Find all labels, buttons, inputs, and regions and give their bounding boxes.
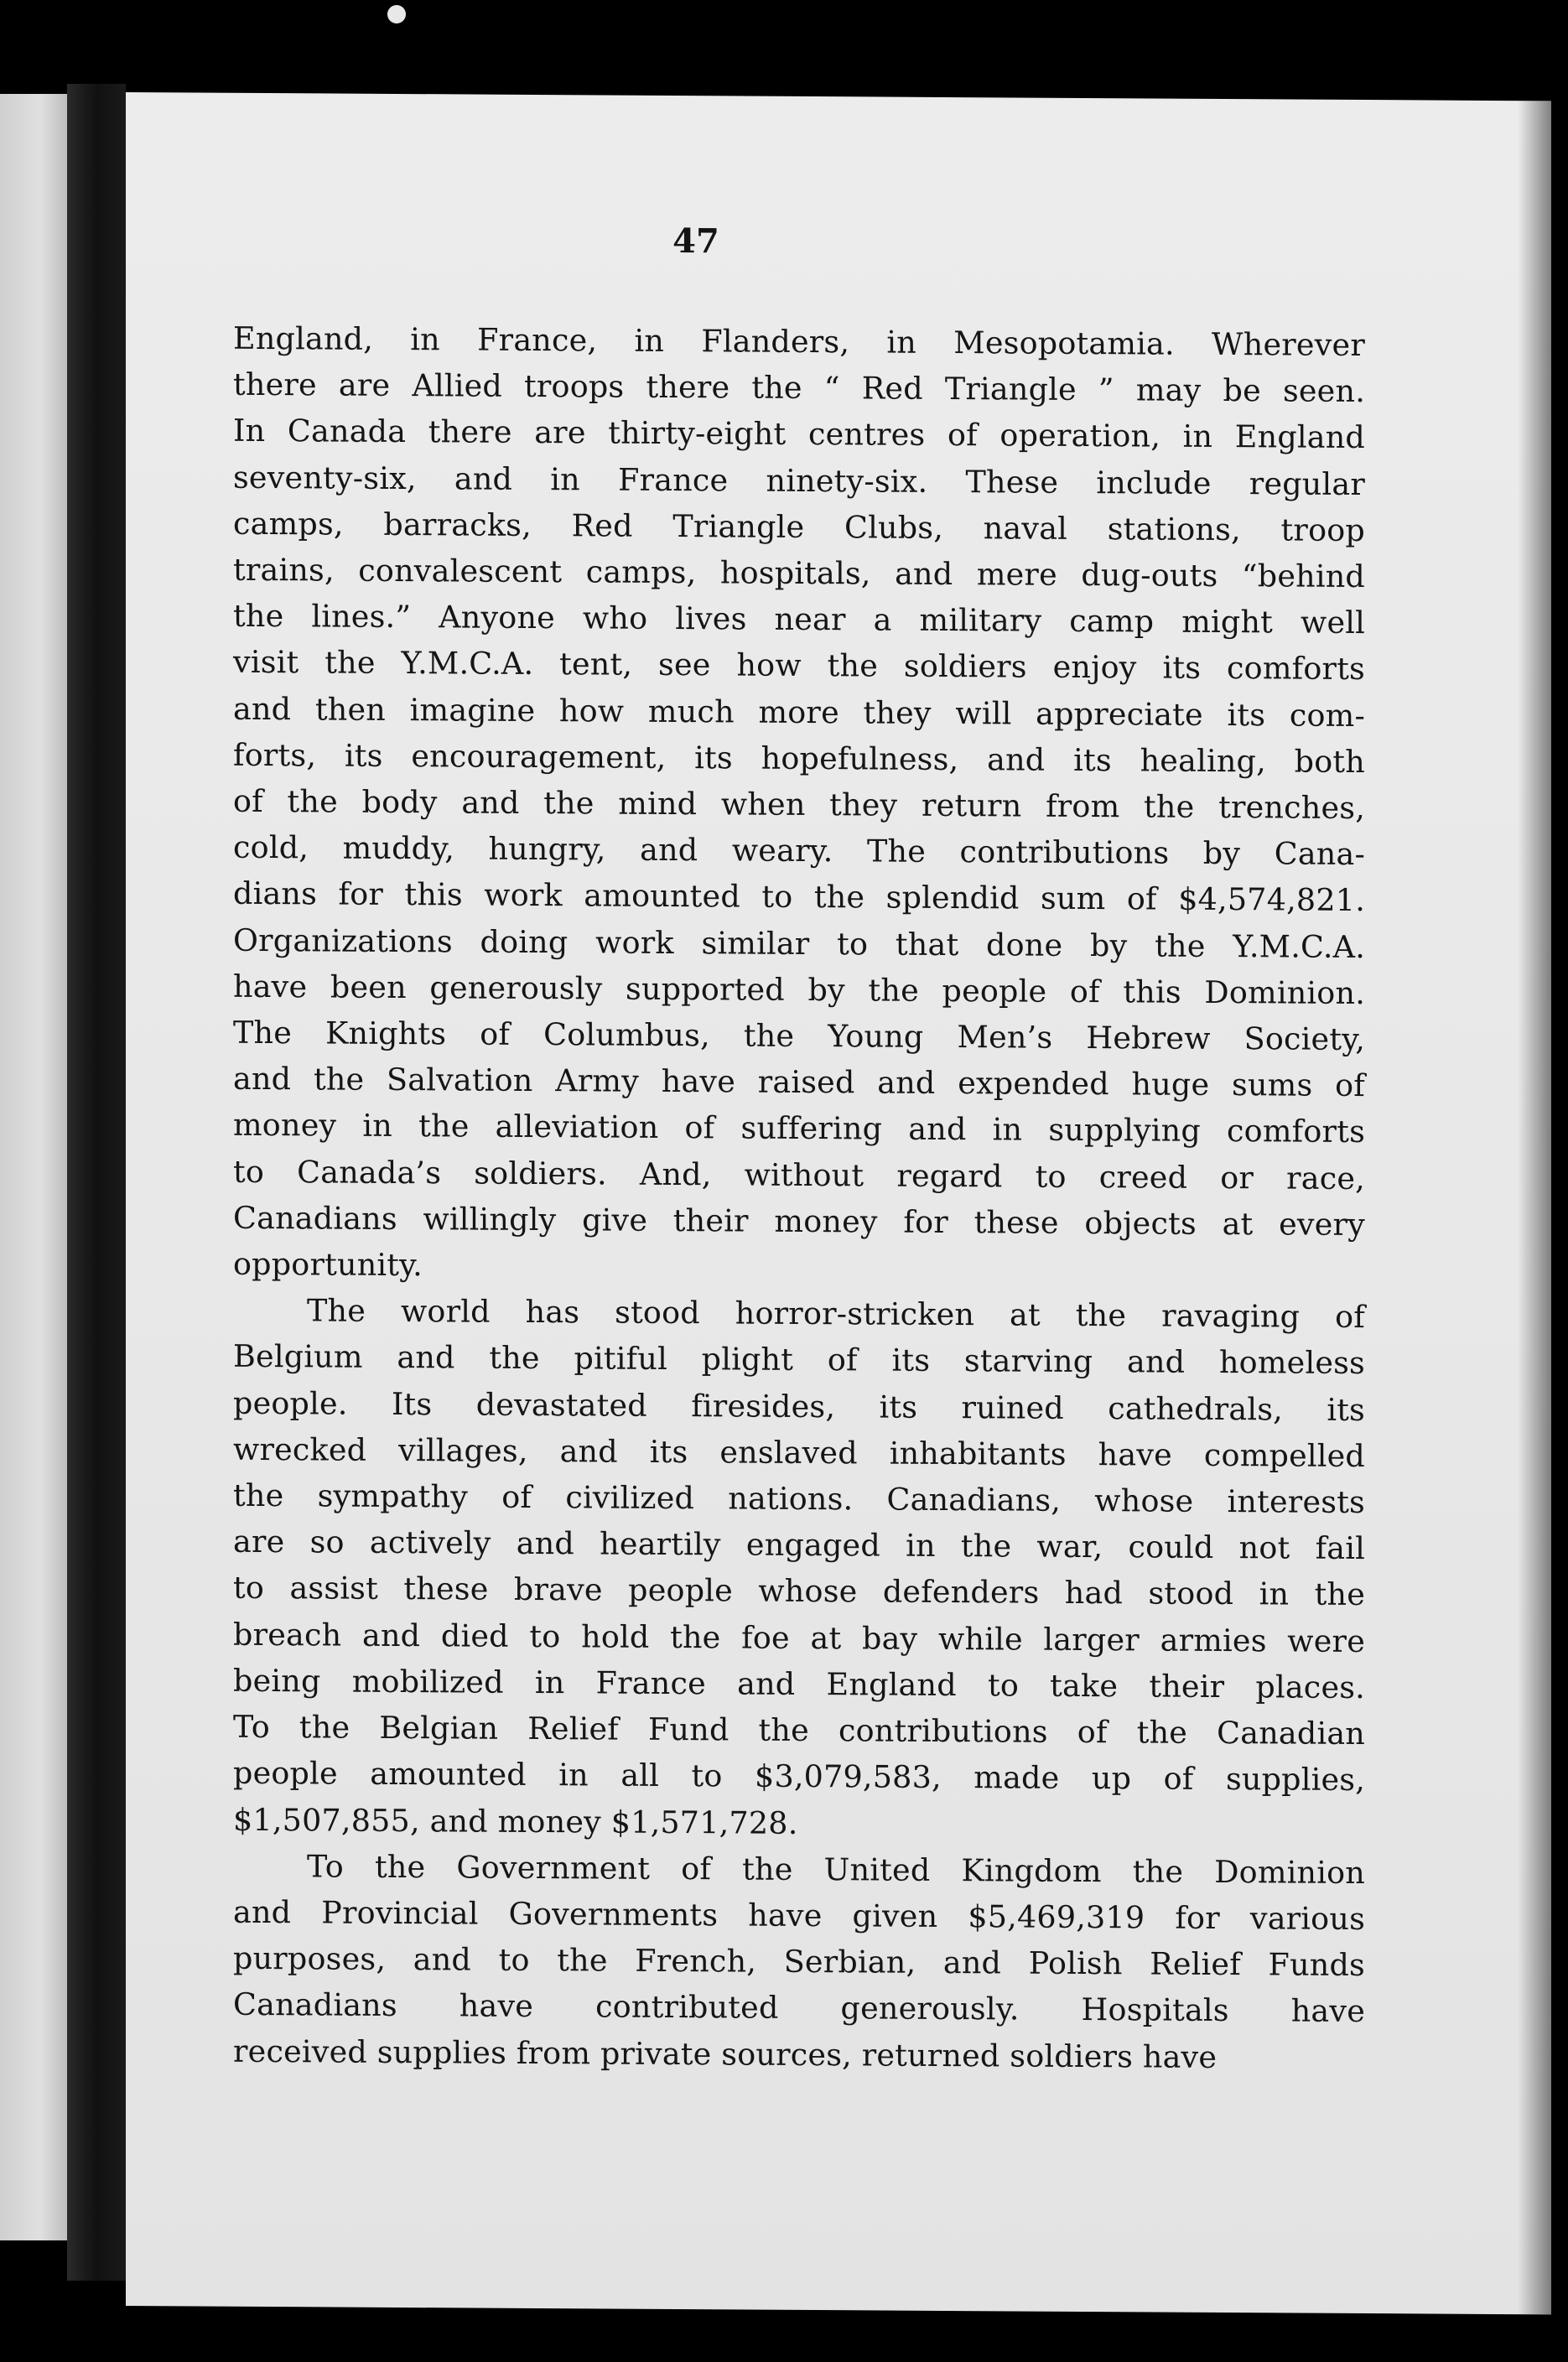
text-line: seventy-six, and in France ninety-six. These include regular [233,459,1365,502]
text-line: The Knights of Columbus, the Young Men’s Hebrew Society, [233,1014,1365,1058]
text-line: Belgium and the pitiful plight of its starving and homeless [233,1338,1365,1382]
text-line: Canadians have contributed generously. Hospitals have [233,1986,1365,2030]
paragraph [233,315,1365,1295]
text-line: there are Allied troops there the “ Red Triangle ” may be seen. [233,366,1365,410]
text-line: England, in France, in Flanders, in Mesopotamia. Wherever [233,319,1365,364]
text-line: have been generously supported by the people of this Dominion. [233,968,1365,1011]
body-text [233,315,1365,2081]
text-line: visit the Y.M.C.A. tent, see how the soldiers enjoy its comforts [233,644,1365,688]
text-line: breach and died to hold the foe at bay while larger armies were [233,1616,1365,1659]
text-line: The world has stood horror-stricken at the ravaging of [307,1292,1365,1336]
text-line: people amounted in all to $3,079,583, made up of supplies, [233,1755,1365,1799]
text-line: To the Government of the United Kingdom the Dominion [307,1848,1365,1891]
text-line: received supplies from private sources, returned soldiers have [233,2032,1218,2075]
text-line: wrecked villages, and its enslaved inhabitants have compelled [233,1430,1365,1474]
text-line: to Canada’s soldiers. And, without regard to creed or race, [233,1153,1365,1197]
text-line: the lines.” Anyone who lives near a military camp might well [233,598,1365,641]
text-line: Canadians willingly give their money for these objects at every [233,1199,1365,1243]
text-line: purposes, and to the French, Serbian, and Polish Relief Funds [233,1939,1365,1984]
scan-artifact-dot [387,5,406,23]
text-line: people. Its devastated firesides, its ruined cathedrals, its [233,1384,1365,1428]
text-line: dians for this work amounted to the splendid sum of $4,574,821. [233,875,1365,919]
text-line: opportunity. [233,1245,423,1284]
book-page [126,92,1551,2314]
paragraph [233,1842,1365,2080]
paragraph [233,1287,1365,1850]
text-line: and Provincial Governments have given $5,469,319 for various [233,1893,1365,1937]
text-line: and the Salvation Army have raised and expended huge sums of [233,1061,1365,1104]
text-line: to assist these brave people whose defenders had stood in the [233,1570,1365,1613]
text-line: cold, muddy, hungry, and weary. The contributions by Cana- [233,829,1365,873]
page-number: 47 [672,221,719,262]
text-line: forts, its encouragement, its hopefulness, and its healing, both [233,736,1365,780]
text-line: money in the alleviation of suffering and in supplying comforts [233,1107,1365,1150]
text-line: being mobilized in France and England to take their places. [233,1662,1365,1705]
text-line: of the body and the mind when they return from the trenches, [233,782,1365,827]
text-line: and then imagine how much more they will appreciate its com- [233,690,1365,734]
page-edge-shadow [1518,101,1551,2314]
text-line: $1,507,855, and money $1,571,728. [233,1801,798,1841]
text-line: camps, barracks, Red Triangle Clubs, naval stations, troop [233,505,1365,548]
book-gutter [67,84,126,2281]
facing-page-edge [0,94,67,2240]
text-line: trains, convalescent camps, hospitals, and mere dug-outs “behind [233,551,1365,595]
text-line: In Canada there are thirty-eight centres of operation, in England [233,413,1365,456]
text-line: Organizations doing work similar to that done by the Y.M.C.A. [233,921,1365,965]
text-line: To the Belgian Relief Fund the contributions of the Canadian [233,1708,1365,1752]
text-line: are so actively and heartily engaged in the war, could not fail [233,1524,1365,1567]
text-line: the sympathy of civilized nations. Canadians, whose interests [233,1477,1365,1521]
